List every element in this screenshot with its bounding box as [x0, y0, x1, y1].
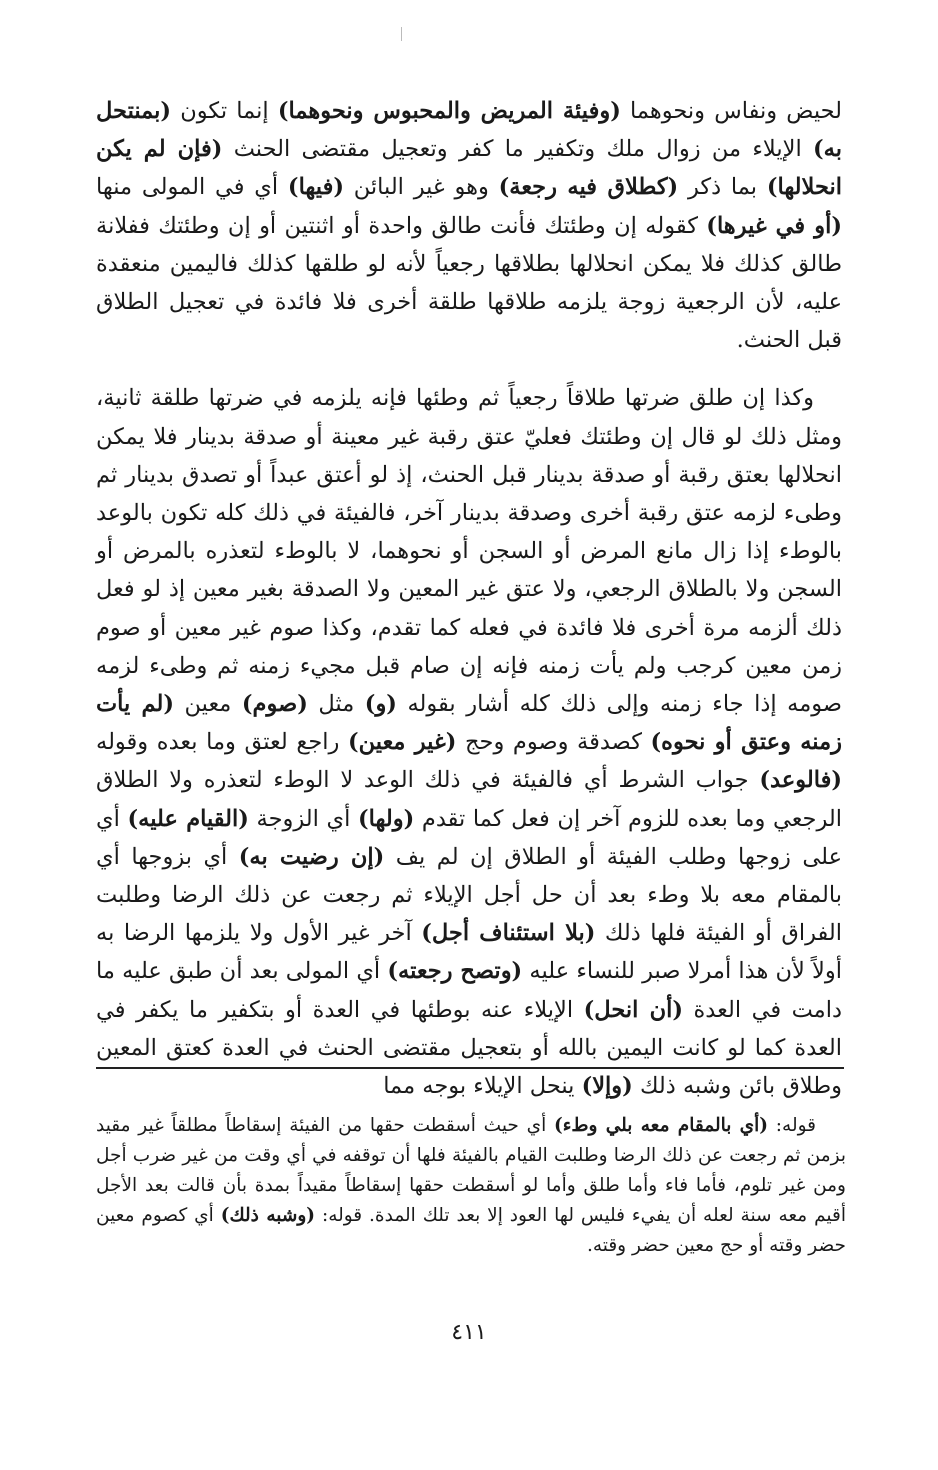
scan-mark: [401, 27, 402, 41]
text-run: أي على زوجها وطلب الفيئة أو الطلاق إن لم يف: [96, 805, 843, 870]
text-run: قوله:: [768, 1114, 816, 1136]
text-run: أي كصوم معين حضر وقته أو حج معين حضر وقته.: [96, 1204, 846, 1256]
bold-citation: (أو في غيرها): [706, 212, 842, 239]
text-run: أي بزوجها أي بالمقام معه بلا وطء بعد أن حل أجل الإيلاء ثم رجعت عن ذلك الرضا وطلبت الفراق أو الفيئة فلها ذلك: [96, 843, 843, 947]
bold-citation: (صوم): [241, 691, 308, 718]
bold-citation: (فالوعد): [759, 767, 842, 794]
bold-citation: (وفيئة المريض والمحبوس ونحوهما): [277, 98, 621, 124]
footnote-separator: [96, 1067, 844, 1069]
footnote: [96, 1111, 846, 1261]
text-run: الإيلاء من زوال ملك وتكفير ما كفر وتعجيل مقتضى الحنث: [222, 136, 814, 163]
text-run: وهو غير البائن: [344, 174, 499, 201]
text-run: أي الزوجة: [248, 805, 359, 832]
bold-citation: (أي بالمقام معه بلي وطء): [553, 1114, 769, 1136]
bold-citation: (إن رضيت به): [238, 843, 385, 870]
text-run: بما ذكر: [678, 174, 767, 201]
bold-citation: (وتصح رجعته): [387, 958, 523, 985]
bold-citation: (وشبه ذلك): [220, 1204, 316, 1226]
bold-citation: (فيها): [287, 174, 344, 201]
text-run: معين: [174, 691, 242, 718]
text-run: أي حيث أسقطت حقها من الفيئة إسقاطاً مطلقاً غير مقيد بزمن ثم رجعت عن ذلك الرضا وطلبت القيام بالفيئة فلها أن توقفه في أي وقت من غير ضرب أجل ومن غير تلوم، فأما فاء وأما طلق وأما لو أسقطت حقها إسقاطاً مقيداً بمدة بأن قالت بعد الأجل أقيم معه سنة لعله أن يفيء فليس لها العود إلا بعد تلك المدة. قوله:: [96, 1114, 846, 1226]
text-run: ينحل الإيلاء بوجه مما: [383, 1073, 582, 1100]
text-run: الإيلاء عنه بوطئها في العدة أو بتكفير ما يكفر في العدة كما لو كانت اليمين بالله أو بتعجيل مقتضى الحنث في العدة كعتق المعين وطلاق بائن وشبه ذلك: [96, 996, 842, 1100]
text-run: مثل: [307, 691, 365, 718]
text-run: كصدقة وصوم وحج: [456, 729, 651, 756]
text-run: إنما تكون: [171, 98, 278, 124]
bold-citation: (فإن لم يكن انحلالها): [96, 136, 843, 201]
page-number: ٤١١: [451, 1320, 487, 1345]
main-text: [96, 92, 842, 1105]
text-run: جواب الشرط أي فالفيئة في ذلك الوعد لا الوطء لتعذره ولا الطلاق الرجعي وما بعده للزوم آخر إن فعل كما تقدم: [96, 767, 842, 832]
bold-citation: (لم يأت زمنه وعتق أو نحوه): [96, 691, 842, 756]
bold-citation: (بمنتحل به): [96, 98, 842, 163]
bold-citation: (بلا استئناف أجل): [421, 920, 596, 947]
bold-citation: (أن انحل): [583, 996, 683, 1023]
text-run: كقوله إن وطئتك فأنت طالق واحدة أو اثنتين أو إن وطئتك ففلانة طالق كذلك فلا يمكن انحلالها بطلاقها رجعياً لأنه لو طلقها كذلك فاليمين منعقدة عليه، لأن الرجعية زوجة يلزمه طلاقها طلقة أخرى فلا فائدة في تعجيل الطلاق قبل الحنث.: [96, 212, 842, 354]
bold-citation: (و): [364, 691, 397, 718]
bold-citation: (القيام عليه): [127, 805, 249, 832]
text-run: وكذا إن طلق ضرتها طلاقاً رجعياً ثم وطئها فإنه يلزمه في ضرتها طلقة ثانية، ومثل ذلك لو قال إن وطئتك فعليّ عتق رقبة غير معينة أو صدقة بدينار فلا يمكن انحلالها بعتق رقبة أو صدقة بدينار قبل الحنث، إذ لو أعتق عبداً أو تصدق بدينار ثم وطىء لزمه عتق رقبة أخرى وصدقة بدينار آخر، فالفيئة في ذلك كله تكون بالوعد بالوطء إذا زال مانع المرض أو السجن أو نحوهما، لا بالوطء لتعذره بالمرض أو السجن ولا بالطلاق الرجعي، ولا عتق غير المعين ولا الصدقة بغير معين إذ لو فعل ذلك ألزمه مرة أخرى فلا فائدة في فعله كما تقدم، وكذا صوم غير معين أو صوم زمن معين كرجب ولم يأت زمنه فإنه إن صام قبل مجيء زمنه ثم وطىء لزمه صومه إذا جاء زمنه وإلى ذلك كله أشار بقوله: [96, 385, 843, 718]
text-run: أي في المولى منها: [96, 174, 288, 201]
paragraph-2: [96, 379, 842, 1105]
text-run: راجع لعتق وما بعده وقوله: [96, 729, 348, 756]
paragraph-1: [96, 92, 842, 359]
text-run: أي المولى بعد أن طبق عليه ما دامت في العدة: [96, 958, 843, 1023]
bold-citation: (وإلا): [581, 1073, 633, 1100]
bold-citation: (كطلاق فيه رجعة): [498, 174, 679, 201]
text-run: آخر غير الأول ولا يلزمها الرضا به أولاً لأن هذا أمرلا صبر للنساء عليه: [96, 920, 843, 985]
bold-citation: (ولها): [358, 805, 415, 832]
text-run: لحيض ونفاس ونحوهما: [620, 98, 843, 124]
bold-citation: (غير معين): [348, 729, 457, 756]
